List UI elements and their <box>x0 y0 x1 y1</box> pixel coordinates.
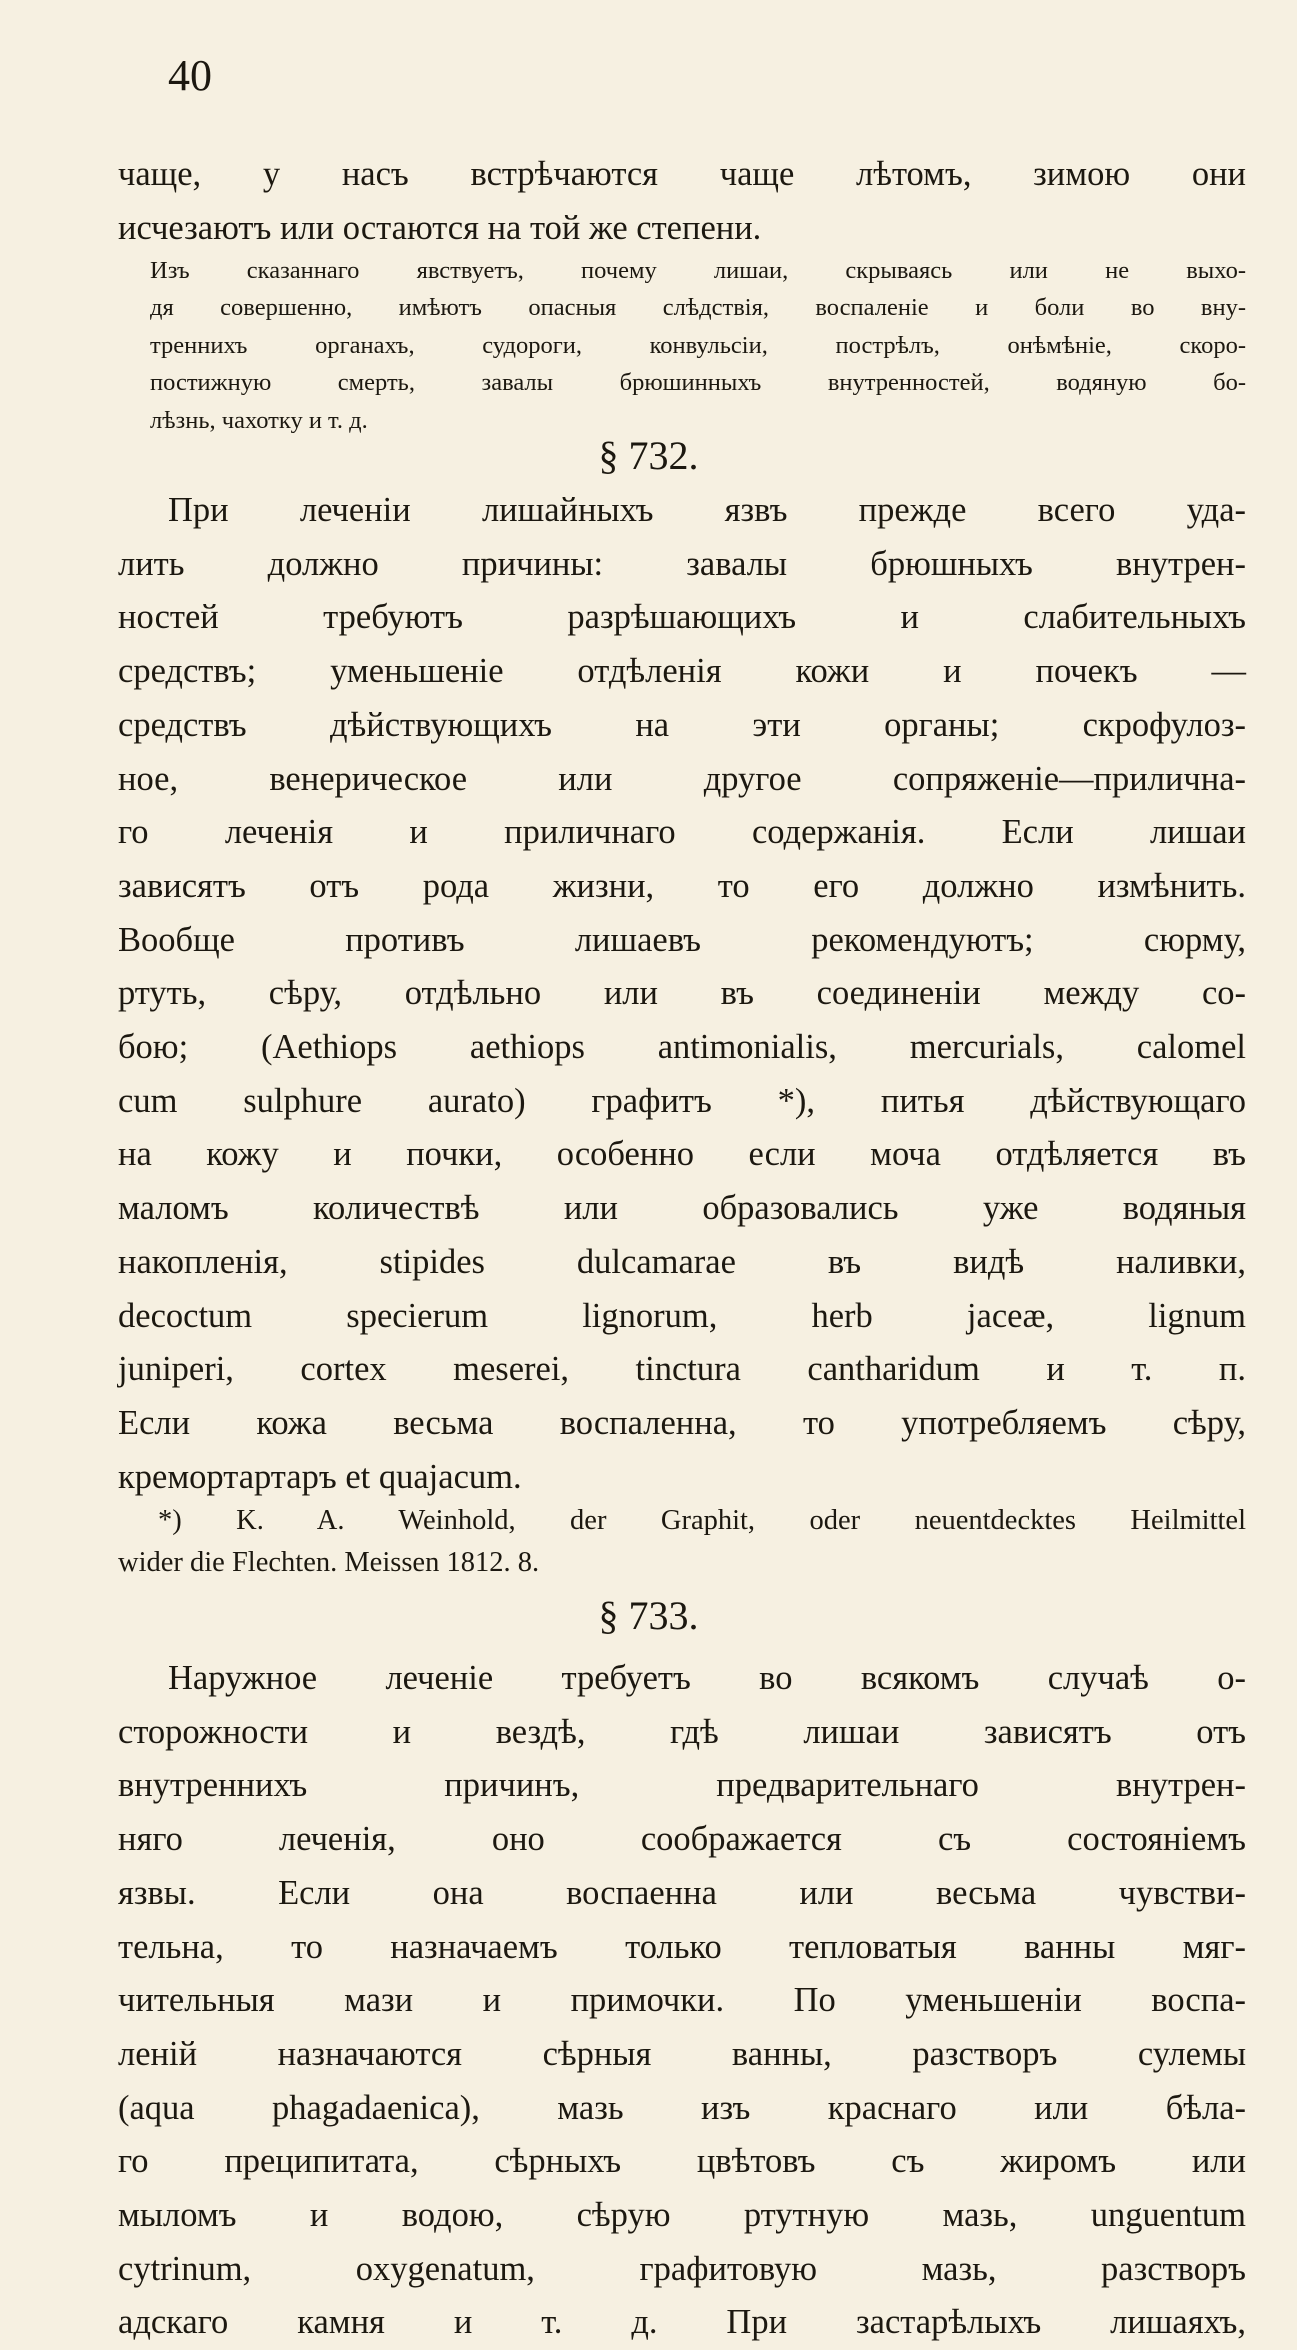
text-line: средствъ; уменьшеніе отдѣленія кожи и почекъ — <box>118 652 1246 691</box>
text-line: тельна, то назначаемъ только тепловатыя ванны мяг- <box>118 1927 1246 1966</box>
text-line: бою; (Aethiops aethiops antimonialis, mercurials, calomel <box>118 1028 1246 1067</box>
footnote-line: *) K. A. Weinhold, der Graphit, oder neuentdecktes Heilmittel <box>158 1505 1246 1536</box>
note-line: постижную смерть, завалы брюшинныхъ внутренностей, водяную бо- <box>150 369 1246 397</box>
text-line: ное, венерическое или другое сопряженіе—прилична- <box>118 759 1246 798</box>
text-line: Если кожа весьма воспаленна, то употребляемъ сѣру, <box>118 1403 1246 1442</box>
text-line: Наружное леченіе требуетъ во всякомъ случаѣ о- <box>168 1659 1246 1697</box>
text-line: леній назначаются сѣрныя ванны, разстворъ сулемы <box>118 2034 1246 2073</box>
text-line: кремортартаръ et quajacum. <box>118 1457 522 1496</box>
note-line: Изъ сказаннаго явствуетъ, почему лишаи, скрываясь или не выхо- <box>150 257 1246 284</box>
intro-paragraph <box>118 148 1246 255</box>
text-line: внутреннихъ причинъ, предварительнаго внутрен- <box>118 1766 1246 1805</box>
text-line: лить должно причины: завалы брюшныхъ внутрен- <box>118 544 1246 583</box>
text-line: juniperi, cortex meserei, tinctura cantharidum и т. п. <box>118 1350 1246 1389</box>
text-line: на кожу и почки, особенно если моча отдѣляется въ <box>118 1135 1246 1174</box>
text-line: cum sulphure aurato) графитъ *), питья дѣйствующаго <box>118 1081 1246 1120</box>
text-line: ртуть, сѣру, отдѣльно или въ соединеніи между со- <box>118 974 1246 1013</box>
text-line: зависятъ отъ рода жизни, то его должно измѣнить. <box>118 866 1246 905</box>
text-line: адскаго камня и т. д. При застарѣлыхъ лишаяхъ, <box>118 2303 1246 2342</box>
text-line: маломъ количествѣ или образовались уже водяныя <box>118 1189 1246 1228</box>
text-line: decoctum specierum lignorum, herb jaceæ, lignum <box>118 1296 1246 1335</box>
text-line: чаще, у насъ встрѣчаются чаще лѣтомъ, зимою они <box>118 155 1246 193</box>
text-line: мыломъ и водою, сѣрую ртутную мазь, unguentum <box>118 2196 1246 2235</box>
text-line: (aqua phagadaenica), мазь изъ краснаго или бѣла- <box>118 2088 1246 2127</box>
note-line: треннихъ органахъ, судороги, конвульсіи, пострѣлъ, онѣмѣніе, скоро- <box>150 331 1246 359</box>
text-line: го преципитата, сѣрныхъ цвѣтовъ съ жиромъ или <box>118 2142 1246 2181</box>
text-line: cytrinum, oxygenatum, графитовую мазь, разстворъ <box>118 2249 1246 2288</box>
text-line: ностей требуютъ разрѣшающихъ и слабительныхъ <box>118 598 1246 637</box>
section-732-body <box>118 484 1246 1504</box>
text-line: чительныя мази и примочки. По уменьшеніи воспа- <box>118 1981 1246 2020</box>
section-heading-732: § 732. <box>598 433 699 478</box>
text-line: язвы. Если она воспаенна или весьма чувстви- <box>118 1873 1246 1912</box>
text-line: Вообще противъ лишаевъ рекомендуютъ; сюрму, <box>118 920 1246 959</box>
note-line: дя совершенно, имѣютъ опасныя слѣдствія, воспаленіе и боли во вну- <box>150 294 1246 322</box>
text-line: средствъ дѣйствующихъ на эти органы; скрофулоз- <box>118 705 1246 744</box>
text-line: сторожности и вездѣ, гдѣ лишаи зависятъ отъ <box>118 1712 1246 1751</box>
text-line: накопленія, stipides dulcamarae въ видѣ наливки, <box>118 1242 1246 1281</box>
section-733-body <box>118 1652 1246 2350</box>
footnote-line: wider die Flechten. Meissen 1812. 8. <box>118 1547 540 1578</box>
text-line: исчезаютъ или остаются на той же степени. <box>118 208 762 247</box>
note-paragraph <box>150 252 1246 439</box>
section-heading-733: § 733. <box>598 1593 699 1638</box>
text-line: При леченіи лишайныхъ язвъ прежде всего уда- <box>168 491 1246 529</box>
text-line: го леченія и приличнаго содержанія. Если лишаи <box>118 813 1246 852</box>
note-line: лѣзнь, чахотку и т. д. <box>150 406 368 434</box>
text-line: няго леченія, оно соображается съ состояніемъ <box>118 1820 1246 1859</box>
page-number: 40 <box>168 51 212 100</box>
footnote <box>118 1500 1246 1584</box>
